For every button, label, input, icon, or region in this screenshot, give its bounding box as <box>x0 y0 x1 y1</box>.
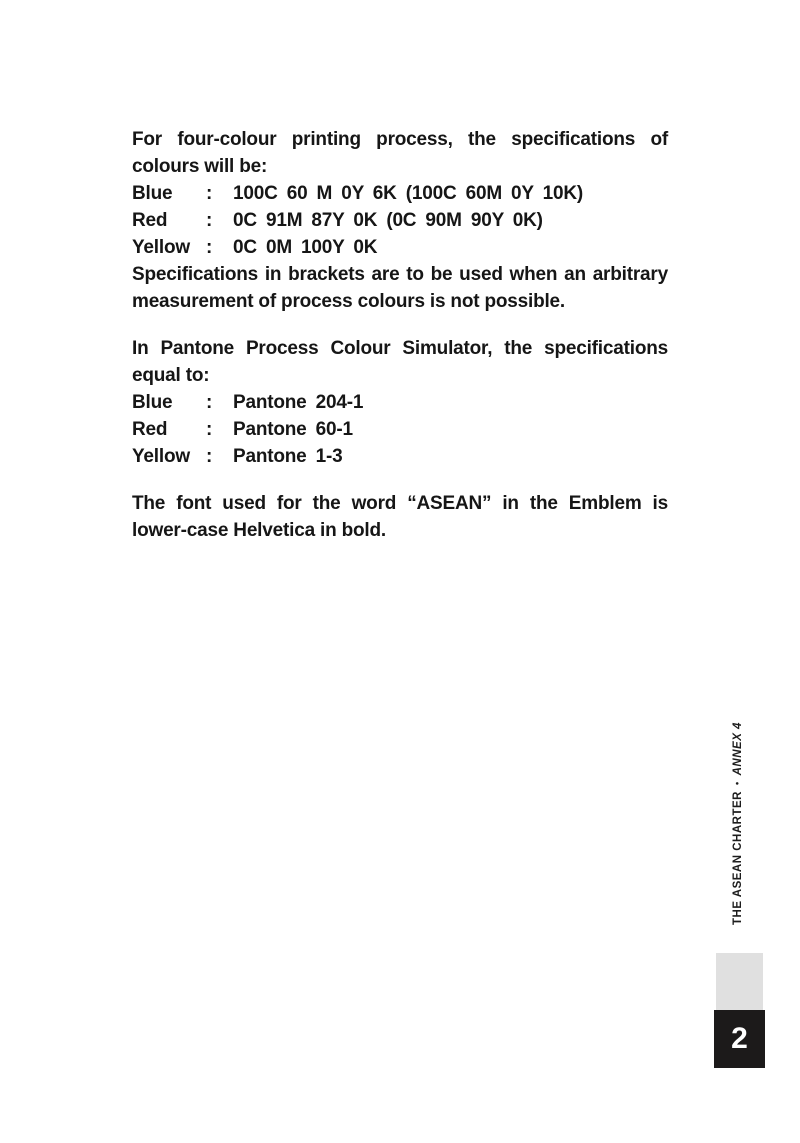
annex-label: ANNEX 4 <box>732 722 744 776</box>
paragraph-line: measurement of process colours is not possible. <box>132 291 565 312</box>
spec-colon: : <box>206 446 213 467</box>
spec-value: 100C 60 M 0Y 6K (100C 60M 0Y 10K) <box>233 183 583 204</box>
spec-label: Red <box>132 419 168 440</box>
spec-row-yellow <box>132 234 668 261</box>
pantone-row-blue <box>132 389 668 416</box>
bullet-separator-icon: • <box>732 781 742 786</box>
paragraph-line: The font used for the word “ASEAN” in the Emblem is <box>132 493 668 514</box>
paragraph-line: For four-colour printing process, the specifications of <box>132 129 668 150</box>
running-title-text: THE ASEAN CHARTER <box>732 791 744 925</box>
spec-colon: : <box>206 210 213 231</box>
page-number: 2 <box>731 1022 748 1055</box>
spec-label: Yellow <box>132 237 190 258</box>
spec-label: Yellow <box>132 446 190 467</box>
spec-label: Red <box>132 210 168 231</box>
spec-label: Blue <box>132 392 173 413</box>
sidebar-running-title <box>730 722 745 925</box>
spec-value: 0C 0M 100Y 0K <box>233 237 378 258</box>
cmyk-spec-section <box>132 126 668 315</box>
page-number-box <box>714 1010 765 1068</box>
spec-value: Pantone 204-1 <box>233 392 364 413</box>
paragraph-line: equal to: <box>132 365 210 386</box>
pantone-spec-section <box>132 335 668 470</box>
spec-row-red <box>132 207 668 234</box>
annex-tab-marker <box>716 953 763 1010</box>
paragraph-line: colours will be: <box>132 156 268 177</box>
paragraph-line: lower-case Helvetica in bold. <box>132 520 386 541</box>
spec-value: 0C 91M 87Y 0K (0C 90M 90Y 0K) <box>233 210 543 231</box>
spec-colon: : <box>206 237 213 258</box>
pantone-row-yellow <box>132 443 668 470</box>
pantone-row-red <box>132 416 668 443</box>
font-note-section <box>132 490 668 544</box>
spec-colon: : <box>206 419 213 440</box>
paragraph-line: Specifications in brackets are to be used when an arbitrary <box>132 264 668 285</box>
spec-value: Pantone 1-3 <box>233 446 343 467</box>
spec-colon: : <box>206 392 213 413</box>
paragraph-line: In Pantone Process Colour Simulator, the specifications <box>132 338 668 359</box>
spec-label: Blue <box>132 183 173 204</box>
spec-value: Pantone 60-1 <box>233 419 353 440</box>
main-text-block <box>132 126 668 544</box>
spec-row-blue <box>132 180 668 207</box>
spec-colon: : <box>206 183 213 204</box>
